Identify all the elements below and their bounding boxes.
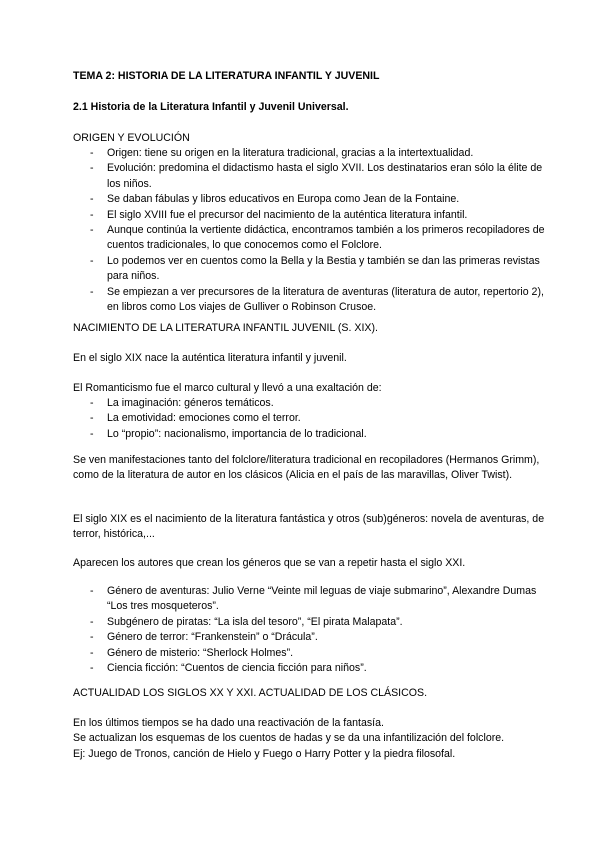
list-item: - El siglo XVIII fue el precursor del nacimiento de la auténtica literatura infantil. xyxy=(73,208,552,223)
list-item: - Evolución: predomina el didactismo hasta el siglo XVII. Los destinatarios eran sólo la élite de los niños. xyxy=(73,161,552,192)
list-item: - Género de terror: “Frankenstein” o “Drácula”. xyxy=(73,630,552,645)
list-item: - Ciencia ficción: “Cuentos de ciencia ficción para niños”. xyxy=(73,661,552,676)
list-item: - Género de misterio: “Sherlock Holmes”. xyxy=(73,646,552,661)
romanticismo-list xyxy=(73,396,552,442)
origen-list xyxy=(73,146,552,315)
document-title: TEMA 2: HISTORIA DE LA LITERATURA INFANTIL Y JUVENIL xyxy=(73,70,380,82)
actualidad-heading: ACTUALIDAD LOS SIGLOS XX Y XXI. ACTUALIDAD DE LOS CLÁSICOS. xyxy=(73,687,428,699)
list-item: - Aunque continúa la vertiente didáctica, encontramos también a los primeros recopiladores de cuentos tradicionales, lo que conocemos como el Folclore. xyxy=(73,223,552,254)
list-item: - Se daban fábulas y libros educativos en Europa como Jean de la Fontaine. xyxy=(73,192,552,207)
list-item: - Género de aventuras: Julio Verne “Veinte mil leguas de viaje submarino”, Alexandre Dumas “Los tres mosqueteros”. xyxy=(73,584,552,615)
nacimiento-heading: NACIMIENTO DE LA LITERATURA INFANTIL JUVENIL (S. XIX). xyxy=(73,322,378,334)
paragraph: El siglo XIX es el nacimiento de la literatura fantástica y otros (sub)géneros: novela de aventuras, de terror, histórica,... xyxy=(73,513,545,541)
paragraph: Aparecen los autores que crean los géneros que se van a repetir hasta el siglo XXI. xyxy=(73,557,466,569)
list-item: - Lo “propio”: nacionalismo, importancia de lo tradicional. xyxy=(73,427,552,442)
actualidad-text xyxy=(73,716,552,762)
list-item: - Origen: tiene su origen en la literatura tradicional, gracias a la intertextualidad. xyxy=(73,146,552,161)
list-item: - La imaginación: géneros temáticos. xyxy=(73,396,552,411)
list-item: - La emotividad: emociones como el terror. xyxy=(73,411,552,426)
list-item: - Lo podemos ver en cuentos como la Bella y la Bestia y también se dan las primeras revistas para niños. xyxy=(73,254,552,285)
paragraph-line: Se actualizan los esquemas de los cuentos de hadas y se da una infantilización del folclore. xyxy=(73,732,505,745)
paragraph: En el siglo XIX nace la auténtica literatura infantil y juvenil. xyxy=(73,352,347,364)
paragraph-line: Ej: Juego de Tronos, canción de Hielo y Fuego o Harry Potter y la piedra filosofal. xyxy=(73,747,456,760)
paragraph: Se ven manifestaciones tanto del folclore/literatura tradicional en recopiladores (Hermanos Grimm), como de la literatura de autor en los clásicos (Alicia en el país de las maravillas, Oliver Twist). xyxy=(73,454,540,482)
generos-list xyxy=(73,584,552,676)
origen-heading: ORIGEN Y EVOLUCIÓN xyxy=(73,132,190,144)
section-subtitle: 2.1 Historia de la Literatura Infantil y Juvenil Universal. xyxy=(73,101,349,113)
list-item: - Se empiezan a ver precursores de la literatura de aventuras (literatura de autor, repertorio 2), en libros como Los viajes de Gulliver o Robinson Crusoe. xyxy=(73,285,552,316)
list-item: - Subgénero de piratas: “La isla del tesoro”, “El pirata Malapata”. xyxy=(73,615,552,630)
paragraph-line: En los últimos tiempos se ha dado una reactivación de la fantasía. xyxy=(73,717,384,729)
paragraph: El Romanticismo fue el marco cultural y llevó a una exaltación de: xyxy=(73,382,382,394)
